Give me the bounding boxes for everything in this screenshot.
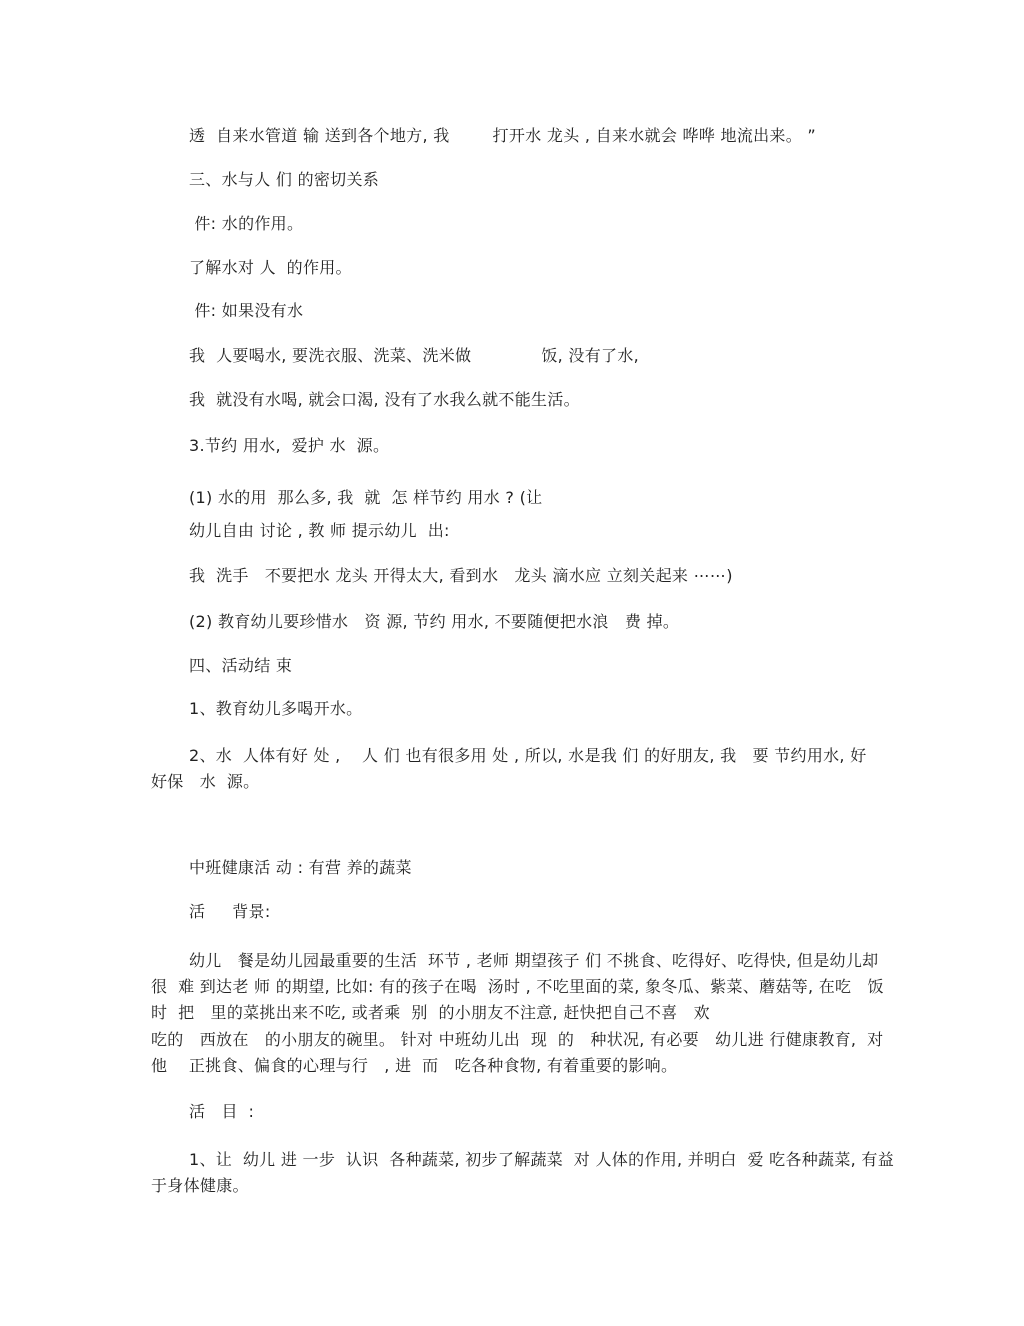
text-line-5: 件: 如果没有水 [189, 301, 304, 320]
text-line-26: 于身体健康。 [151, 1176, 249, 1195]
text-line-12: (2) 教育幼儿要珍惜水 资 源, 节约 用水, 不要随便把水浪 费 掉。 [189, 612, 680, 631]
text-line-10: 幼儿自由 讨论 , 教 师 提示幼儿 出: [189, 521, 450, 540]
text-line-19: 幼儿 餐是幼儿园最重要的生活 环节 , 老师 期望孩子 们 不挑食、吃得好、吃得快, 但是幼儿却 [189, 951, 879, 970]
text-line-7: 我 就没有水喝, 就会口渴, 没有了水我么就不能生活。 [189, 390, 580, 409]
text-line-8: 3.节约 用水, 爱护 水 源。 [189, 436, 390, 455]
background-heading: 活 背景: [189, 902, 271, 921]
text-line-9: (1) 水的用 那么多, 我 就 怎 样节约 用水 ? (让 [189, 488, 543, 507]
section-heading-4: 四、活动结 束 [189, 656, 293, 675]
text-line-6: 我 人要喝水, 要洗衣服、洗菜、洗米做 饭, 没有了水, [189, 346, 640, 365]
text-line-16: 好保 水 源。 [151, 772, 260, 791]
text-line-21: 时 把 里的菜挑出来不吃, 或者乘 别 的小朋友不注意, 赶快把自己不喜 欢 [151, 1003, 710, 1022]
text-line-14: 1、教育幼儿多喝开水。 [189, 699, 363, 718]
text-line-25: 1、让 幼儿 进 一步 认识 各种蔬菜, 初步了解蔬菜 对 人体的作用, 并明白 爱 吃各种蔬菜, 有益 [189, 1150, 894, 1169]
text-line-4: 了解水对 人 的作用。 [189, 258, 352, 277]
text-line-11: 我 洗手 不要把水 龙头 开得太大, 看到水 龙头 滴水应 立刻关起来 ⋯⋯) [189, 566, 733, 585]
text-line-20: 很 难 到达老 师 的期望, 比如: 有的孩子在喝 汤时 , 不吃里面的菜, 象冬瓜、紫菜、蘑菇等, 在吃 饭 [151, 977, 884, 996]
section-heading-3: 三、水与人 们 的密切关系 [189, 170, 380, 189]
text-line-22: 吃的 西放在 的小朋友的碗里。 针对 中班幼儿出 现 的 种状况, 有必要 幼儿进 行健康教育, 对 [151, 1030, 884, 1049]
goal-heading: 活 目 : [189, 1102, 255, 1121]
text-line-15: 2、水 人体有好 处 , 人 们 也有很多用 处 , 所以, 水是我 们 的好朋友, 我 要 节约用水, 好 [189, 746, 867, 765]
text-line-1: 透 自来水管道 输 送到各个地方, 我 打开水 龙头 , 自来水就会 哗哗 地流出来。 ” [189, 126, 816, 145]
text-line-23: 他 正挑食、偏食的心理与行 , 进 而 吃各种食物, 有着重要的影响。 [151, 1056, 678, 1075]
text-line-3: 件: 水的作用。 [189, 214, 304, 233]
activity-title: 中班健康活 动 : 有营 养的蔬菜 [189, 858, 412, 877]
